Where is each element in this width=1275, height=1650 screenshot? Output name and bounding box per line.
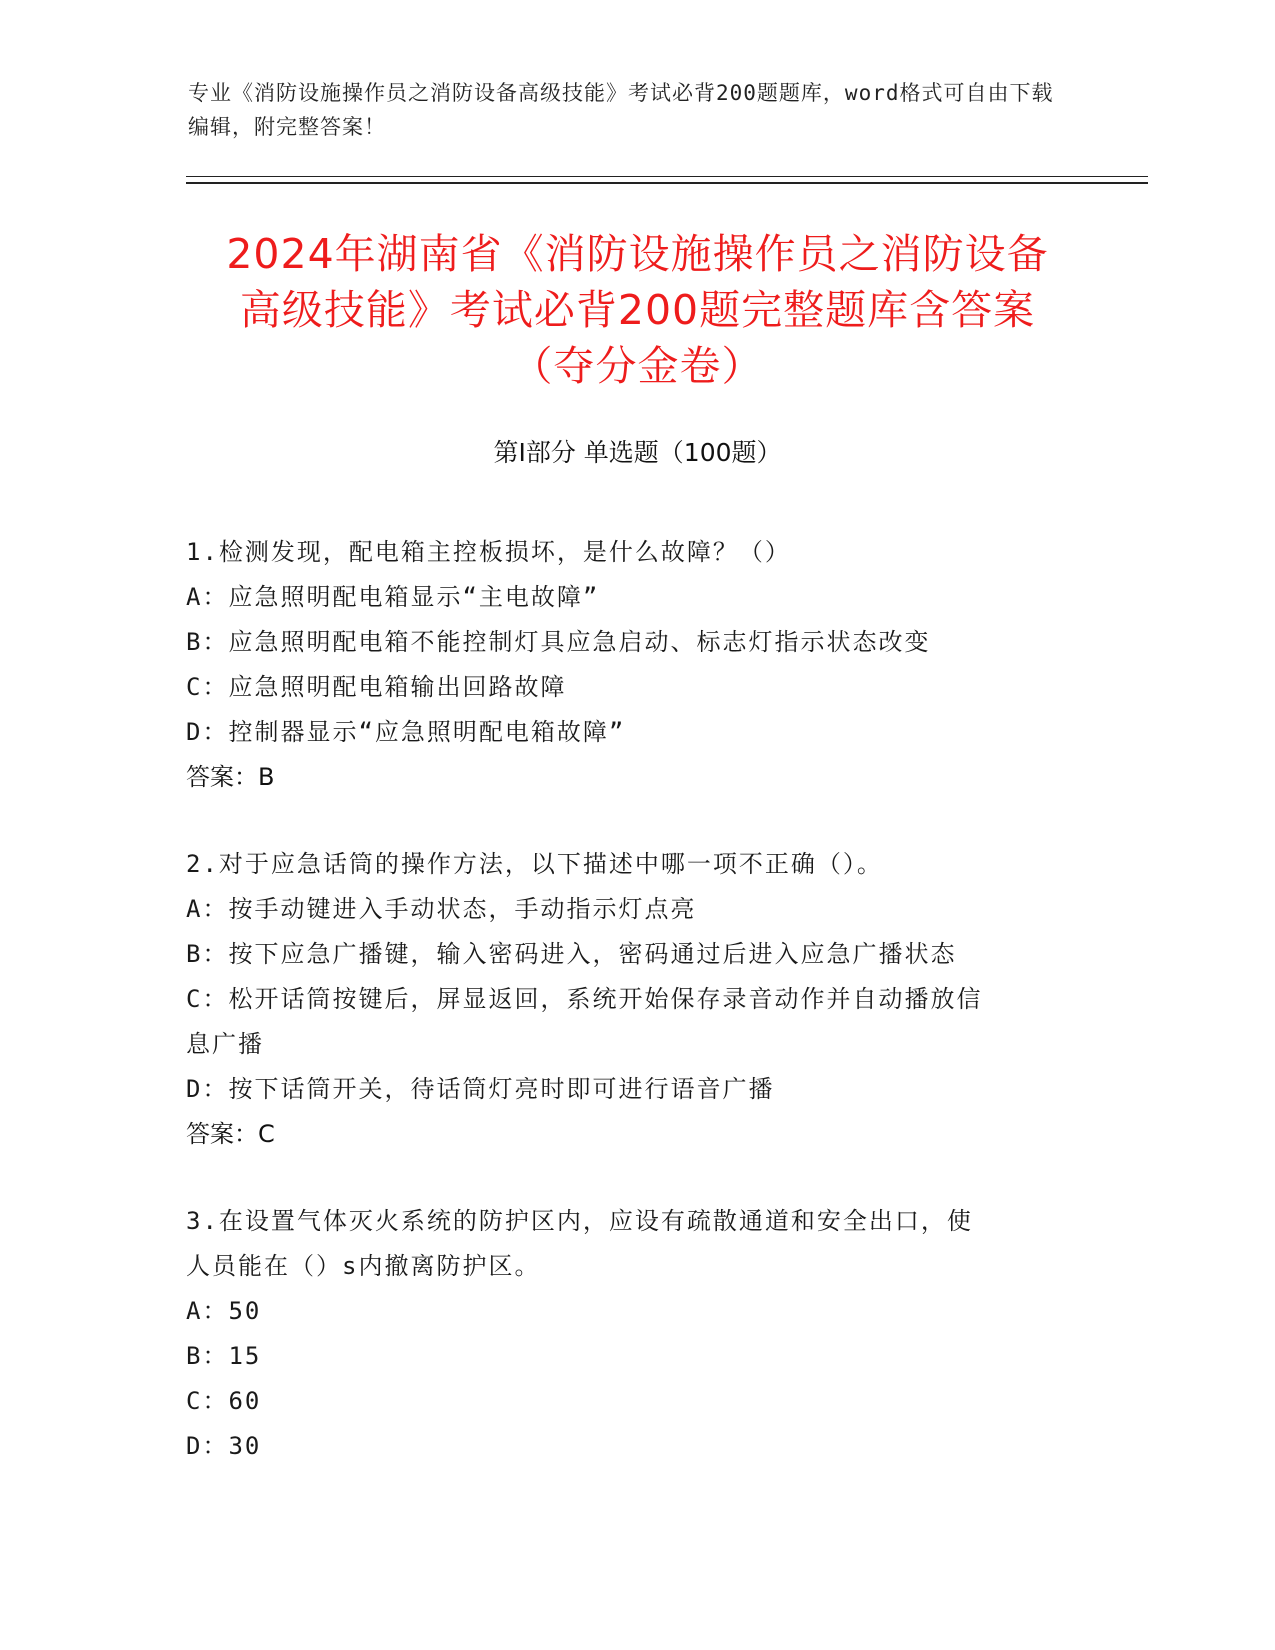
question-1 — [186, 530, 1076, 800]
intro-text: 专业《消防设施操作员之消防设备高级技能》考试必背200题题库，word格式可自由下载编辑，附完整答案！ — [188, 81, 1054, 139]
option-a: A：按手动键进入手动状态，手动指示灯点亮 — [186, 895, 697, 923]
option-b: B：按下应急广播键，输入密码进入，密码通过后进入应急广播状态 — [186, 940, 957, 968]
question-stem: 1.检测发现，配电箱主控板损坏，是什么故障？（） — [186, 538, 791, 566]
option-a: A：应急照明配电箱显示“主电故障” — [186, 583, 600, 611]
section-heading: 第I部分 单选题（100题） — [493, 438, 782, 467]
option-c: C：松开话筒按键后，屏显返回，系统开始保存录音动作并自动播放信 — [186, 985, 983, 1013]
header-rule-thick — [186, 182, 1148, 184]
question-2 — [186, 842, 1076, 1157]
question-stem: 3.在设置气体灭火系统的防护区内，应设有疏散通道和安全出口，使 — [186, 1207, 973, 1235]
answer: 答案：B — [186, 763, 275, 791]
option-c-continued: 息广播 — [186, 1030, 264, 1058]
option-a: A：50 — [186, 1297, 262, 1325]
question-list — [186, 530, 1076, 1511]
question-3 — [186, 1199, 1076, 1469]
header-rule-thin — [186, 176, 1148, 177]
question-stem-continued: 人员能在（）s内撤离防护区。 — [186, 1252, 541, 1280]
option-d: D：控制器显示“应急照明配电箱故障” — [186, 718, 626, 746]
title-line-1: 2024年湖南省《消防设施操作员之消防设备 — [226, 230, 1049, 278]
question-stem: 2.对于应急话筒的操作方法，以下描述中哪一项不正确（）。 — [186, 850, 883, 878]
title-line-2: 高级技能》考试必背200题完整题库含答案 — [239, 286, 1036, 334]
title-line-3: （夺分金卷） — [511, 342, 764, 390]
option-d: D：30 — [186, 1432, 262, 1460]
answer: 答案：C — [186, 1120, 275, 1148]
document-title — [180, 226, 1095, 394]
option-c: C：应急照明配电箱输出回路故障 — [186, 673, 567, 701]
option-b: B：15 — [186, 1342, 262, 1370]
option-d: D：按下话筒开关，待话筒灯亮时即可进行语音广播 — [186, 1075, 775, 1103]
option-c: C：60 — [186, 1387, 262, 1415]
option-b: B：应急照明配电箱不能控制灯具应急启动、标志灯指示状态改变 — [186, 628, 931, 656]
